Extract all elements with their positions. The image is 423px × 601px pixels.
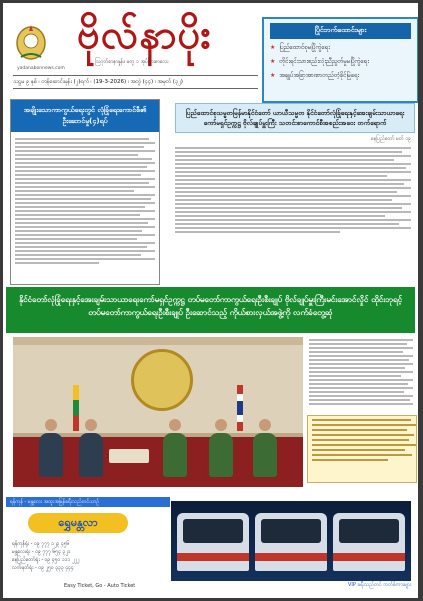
- objectives-header: ပြိုင်ဘက်ထောင်းများ: [270, 23, 411, 39]
- bullet-star-icon: ★: [270, 44, 276, 51]
- lead-story-photo[interactable]: [13, 337, 303, 487]
- ad-top-banner: ရန်ကုန် - မန္တလေး အထူးအမြန်ခရီးသည်တင်ယာဉ်: [6, 497, 170, 507]
- right-article: [165, 103, 415, 283]
- ad-contact-line: မန္တလေးရုံး - ၀၉ ၇၇၇ ၆၅၄ ၃၂၁: [12, 549, 71, 555]
- defence-crest-icon: [131, 349, 193, 411]
- objective-item: ★ ပြည်ထောင်စုမပြိုကွဲရေး: [270, 44, 330, 51]
- lead-story-body: [307, 337, 415, 413]
- state-emblem-icon: [15, 23, 47, 61]
- objective-item: ★ တိုင်းရင်းသားစည်းလုံးညီညွတ်မှုမပြိုကွဲရေး: [270, 58, 369, 65]
- ad-ticket-note: Easy Ticket, Go - Auto Ticket: [64, 583, 136, 589]
- ad-brand-logo: ရွှေမန္တလာ: [28, 513, 128, 533]
- bullet-star-icon: ★: [270, 72, 276, 79]
- national-objectives-box: [262, 17, 418, 103]
- right-article-headline[interactable]: ပြည်ထောင်စုသမ္မတမြန်မာနိုင်ငံတော် ယာယီသမ္မတ နိုင်ငံတော်လုံခြုံရေးနှင့်အေးချမ်းသာယာရေးကော်မရှင်ဥက္ကဋ္ဌ ဗိုလ်ချုပ်မှူးကြီး သတင်းစာကောင်စီအစည်းအဝေး တက်ရောက်: [175, 103, 415, 133]
- left-article-body: [11, 132, 159, 270]
- objective-item: ★ အချုပ်အခြာအာဏာတည်တံ့ခိုင်မြဲရေး: [270, 72, 360, 79]
- lead-story-headline[interactable]: နိုင်ငံတော်လုံခြုံရေးနှင့်အေးချမ်းသာယာရေးကော်မရှင်ဥက္ကဋ္ဌ တပ်မတော်ကာကွယ်ရေးဦးစီးချုပ် ဗိုလ်ချုပ်မှူးကြီးမင်းအောင်လှိုင် ထိုင်းဘုရင့်တပ်မတော်ကာကွယ်ရေးဦးစီးချုပ် ဦးဆောင်သည့် ကိုယ်စားလှယ်အဖွဲ့ကို လက်ခံတွေ့ဆုံ: [6, 287, 415, 333]
- newspaper-page: [3, 3, 418, 598]
- bus-company-advertisement[interactable]: [6, 497, 415, 595]
- photo-caption-box: [307, 415, 417, 483]
- right-article-byline: နေပြည်တော် မတ် ၁၉: [371, 136, 411, 142]
- ad-contact-list: [12, 539, 162, 573]
- ad-contact-line: ရန်ကုန်ရုံး - ၀၉ ၇၇၇ ၁၂၃ ၄၅၆: [12, 541, 70, 547]
- ad-bus-photo: [171, 501, 411, 581]
- ad-contact-line: လက်မှတ်ရုံး - ၀၉ ၂၅၀ ၃၃၃ ၄၄၄: [12, 565, 74, 571]
- bullet-star-icon: ★: [270, 58, 276, 65]
- masthead-subtitle: သြဂုတ်စာနာနှုန်း၊ မတူ ၁ အုပ်ပြားစာလေး: [95, 59, 169, 65]
- right-article-body: [165, 143, 415, 233]
- masthead: [3, 3, 258, 95]
- dateline: သဋ္ဌမ ၉ နှစ် ၊ တန်ဆောင်းမုန်း (၂)ရက် ၊ (19-3-2026) ၊ အတွဲ (၄၄) ၊ အမှတ် (၃၂): [13, 75, 258, 89]
- left-article: [10, 99, 160, 285]
- ad-contact-line: နေပြည်တော်ရုံး - ၀၉ ၄၅၀ ၁၁၁ ၂၂၂: [12, 557, 80, 563]
- left-article-headline[interactable]: အချိုးသောကာကွယ်ရေးတွင် လုံခြုံရေးကောင်စီ၏ ဦးဆောင်မှု(၄)ရပ်: [11, 100, 159, 132]
- website-url[interactable]: yadanabonnews.com: [17, 66, 65, 71]
- ad-footer-text: VIP ခရီးသည်တင် ဘတ်စ်ကားများ: [347, 582, 411, 588]
- masthead-title: ဗိုလ်နာပိုး: [77, 11, 212, 58]
